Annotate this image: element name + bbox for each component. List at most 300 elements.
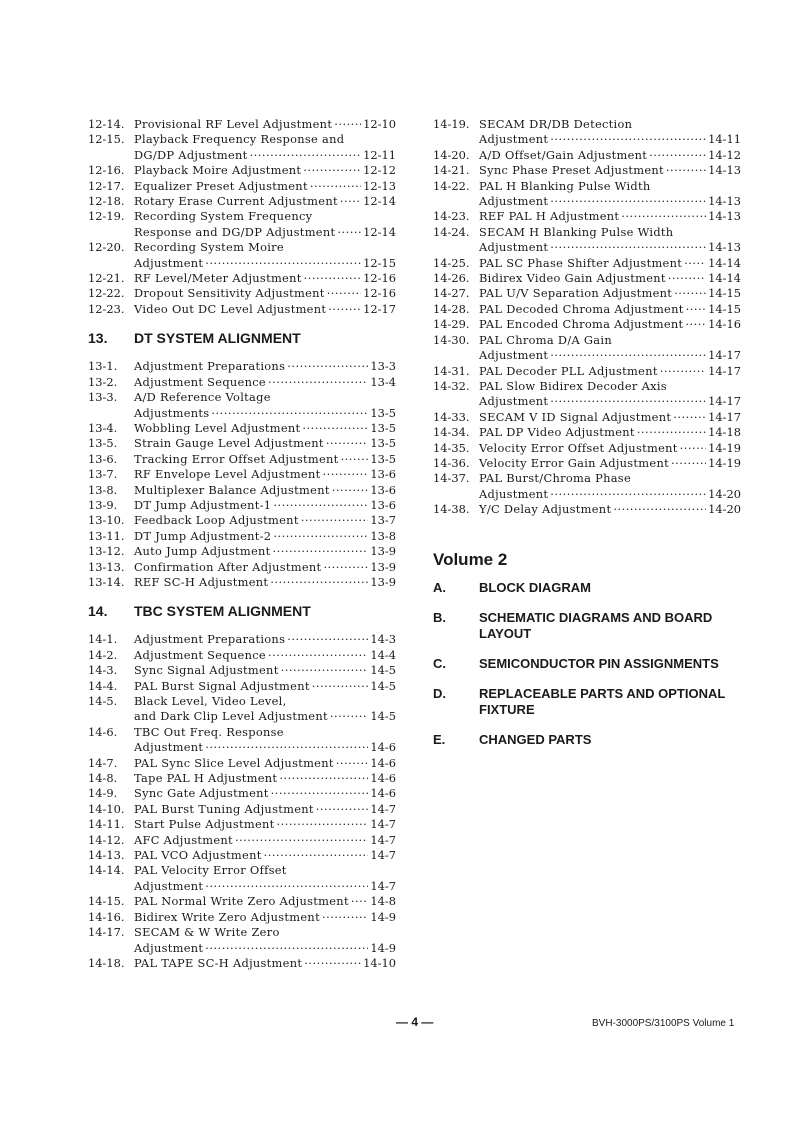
- toc-entry: [88, 529, 396, 544]
- section-heading: [88, 330, 396, 346]
- toc-entry-line: [88, 467, 396, 482]
- toc-entry-number: 12-22.: [88, 286, 125, 301]
- dot-leader: [302, 421, 368, 436]
- toc-entry-page: 13-5: [370, 436, 396, 451]
- part-letter: B.: [433, 609, 446, 625]
- toc-entry-line: [88, 163, 396, 178]
- toc-entry-number: 14-4.: [88, 678, 118, 693]
- toc-entry-line: [433, 179, 741, 194]
- toc-entry-line: [88, 648, 396, 663]
- toc-entry-number: 14-21.: [433, 163, 470, 178]
- toc-entry-title: PAL U/V Separation Adjustment: [479, 286, 673, 301]
- toc-entry-page: 14-13: [708, 209, 741, 224]
- toc-entry-line: [433, 394, 741, 409]
- toc-entry-line: [88, 286, 396, 301]
- toc-entry-number: 12-21.: [88, 271, 125, 286]
- part-title: [479, 580, 591, 596]
- toc-entry-number: 14-2.: [88, 647, 118, 662]
- toc-entry-number: 14-15.: [88, 894, 125, 909]
- toc-entry-line: [88, 359, 396, 374]
- toc-entry-line: [433, 225, 741, 240]
- part-title: [479, 732, 591, 748]
- toc-entry-title: Tracking Error Offset Adjustment: [134, 451, 339, 466]
- toc-entry-page: 13-5: [370, 405, 396, 420]
- toc-entry-title: PAL Decoded Chroma Adjustment: [479, 301, 684, 316]
- dot-leader: [351, 894, 369, 909]
- toc-entry-number: 14-26.: [433, 271, 470, 286]
- toc-entry-number: [433, 132, 479, 147]
- toc-entry-title: Adjustment Preparations: [134, 632, 286, 647]
- dot-leader: [277, 817, 369, 832]
- toc-entry: [88, 817, 396, 832]
- dot-leader: [312, 679, 369, 694]
- toc-entry: [433, 209, 741, 224]
- dot-leader: [301, 513, 369, 528]
- toc-entry-page: 14-16: [708, 317, 741, 332]
- toc-entry-line: [88, 786, 396, 801]
- part-title-line: SEMICONDUCTOR PIN ASSIGNMENTS: [479, 655, 719, 671]
- dot-leader: [273, 544, 369, 559]
- toc-entry-line: [433, 256, 741, 271]
- page-number: — 4 —: [396, 1015, 434, 1029]
- toc-entry-title: Provisional RF Level Adjustment: [134, 117, 333, 131]
- toc-entry-page: 14-3: [370, 632, 396, 647]
- toc-entry-page: 14-17: [708, 348, 741, 363]
- dot-leader: [550, 240, 706, 255]
- toc-entry-number: [433, 240, 479, 255]
- toc-entry: [88, 679, 396, 694]
- toc-entry-line: [433, 132, 741, 147]
- toc-entry-number: 14-13.: [88, 848, 125, 863]
- toc-entry-title: Confirmation After Adjustment: [134, 559, 322, 574]
- toc-entry-line: [88, 513, 396, 528]
- toc-entry-page: 14-14: [708, 255, 741, 270]
- toc-entry: [88, 632, 396, 647]
- toc-entry-line: [88, 483, 396, 498]
- toc-entry: [88, 117, 396, 132]
- toc-entry: [88, 467, 396, 482]
- toc-entry-number: [88, 148, 134, 163]
- dot-leader: [328, 302, 361, 317]
- toc-entry-title: Sync Phase Preset Adjustment: [479, 163, 664, 178]
- toc-entry-title: Recording System Moire: [134, 240, 284, 255]
- toc-entry-line: [88, 498, 396, 513]
- dot-leader: [649, 148, 706, 163]
- toc-entry-page: 14-6: [370, 740, 396, 755]
- dot-leader: [279, 771, 368, 786]
- toc-entry-page: 14-6: [370, 771, 396, 786]
- toc-entry-line: [433, 502, 741, 517]
- toc-entry: [88, 286, 396, 301]
- toc-entry-title: PAL DP Video Adjustment: [479, 425, 635, 440]
- toc-entry: [433, 117, 741, 148]
- toc-entry-title: SECAM & W Write Zero: [134, 925, 280, 940]
- toc-entry-number: 14-29.: [433, 317, 470, 332]
- toc-entry-number: 13-11.: [88, 528, 125, 543]
- toc-entry-page: 14-9: [370, 909, 396, 924]
- toc-entry-page: 12-11: [363, 147, 396, 162]
- toc-entry-number: 14-9.: [88, 786, 118, 801]
- toc-entry-page: 13-8: [370, 528, 396, 543]
- toc-entry-line: [88, 833, 396, 848]
- toc-entry-line: [88, 240, 396, 255]
- part-title: [479, 686, 725, 718]
- toc-entry-title: Wobbling Level Adjustment: [134, 420, 301, 435]
- toc-entry: [433, 148, 741, 163]
- toc-entry-line: [88, 529, 396, 544]
- toc-entry-page: 13-6: [370, 497, 396, 512]
- volume-2-heading: Volume 2: [433, 549, 508, 569]
- toc-entry-page: 14-14: [708, 271, 741, 286]
- dot-leader: [211, 406, 368, 421]
- toc-entry-line: [88, 390, 396, 405]
- toc-entry: [88, 302, 396, 317]
- toc-entry-title: A/D Offset/Gain Adjustment: [479, 147, 648, 162]
- toc-entry-number: [88, 879, 134, 894]
- toc-entry-page: 13-3: [370, 359, 396, 374]
- toc-entry-number: 14-28.: [433, 301, 470, 316]
- toc-entry-title: Black Level, Video Level,: [134, 694, 287, 708]
- toc-entry-line: [88, 452, 396, 467]
- toc-entry-number: 12-23.: [88, 301, 125, 316]
- dot-leader: [686, 302, 707, 317]
- dot-leader: [673, 410, 706, 425]
- toc-entry: [88, 544, 396, 559]
- toc-entry-title: Bidirex Write Zero Adjustment: [134, 909, 320, 924]
- toc-entry-line: [433, 317, 741, 332]
- dot-leader: [264, 848, 369, 863]
- toc-entry-title: REF SC-H Adjustment: [134, 574, 269, 589]
- toc-entry-number: 14-24.: [433, 224, 470, 239]
- toc-entry-line: [433, 379, 741, 394]
- toc-entry-title: PAL Burst/Chroma Phase: [479, 471, 631, 486]
- dot-leader: [337, 225, 361, 240]
- toc-entry: [88, 910, 396, 925]
- toc-entry-page: 12-12: [363, 163, 396, 178]
- toc-entry-title: PAL TAPE SC-H Adjustment: [134, 955, 303, 970]
- toc-entry-page: 14-13: [708, 163, 741, 178]
- part-title-line: SCHEMATIC DIAGRAMS AND BOARD: [479, 609, 713, 625]
- toc-entry-line: [433, 148, 741, 163]
- dot-leader: [323, 467, 369, 482]
- toc-entry-page: 12-13: [363, 178, 396, 193]
- dot-leader: [671, 456, 706, 471]
- toc-entry: [88, 271, 396, 286]
- toc-entry-title: SECAM H Blanking Pulse Width: [479, 224, 674, 239]
- part-title-line: FIXTURE: [479, 701, 535, 717]
- toc-entry: [88, 648, 396, 663]
- toc-entry-page: 14-13: [708, 240, 741, 255]
- toc-entry-number: 14-11.: [88, 817, 125, 832]
- dot-leader: [550, 132, 706, 147]
- toc-entry-title: Bidirex Video Gain Adjustment: [479, 271, 666, 286]
- toc-entry-page: 14-15: [708, 301, 741, 316]
- toc-entry-number: 14-12.: [88, 832, 125, 847]
- toc-entry-title: PAL VCO Adjustment: [134, 848, 262, 863]
- toc-entry-title: Adjustment Sequence: [134, 647, 266, 662]
- toc-entry-page: 13-5: [370, 420, 396, 435]
- toc-entry-line: [88, 421, 396, 436]
- toc-entry: [88, 833, 396, 848]
- toc-entry-title: PAL Burst Signal Adjustment: [134, 678, 310, 693]
- section-heading: [88, 603, 396, 619]
- toc-entry-number: 13-14.: [88, 574, 125, 589]
- toc-entry-line: [433, 209, 741, 224]
- toc-entry-line: [88, 941, 396, 956]
- dot-leader: [327, 286, 361, 301]
- toc-entry-line: [88, 802, 396, 817]
- toc-entry-title: SECAM DR/DB Detection: [479, 117, 633, 131]
- toc-entry: [88, 452, 396, 467]
- toc-entry-line: [88, 148, 396, 163]
- toc-entry-number: 14-8.: [88, 771, 118, 786]
- toc-entry-number: [88, 740, 134, 755]
- toc-entry: [433, 502, 741, 517]
- dot-leader: [684, 256, 706, 271]
- dot-leader: [268, 375, 368, 390]
- footer-model-volume: BVH-3000PS/3100PS Volume 1: [592, 1018, 735, 1029]
- toc-entry: [88, 163, 396, 178]
- toc-entry-title: TBC Out Freq. Response: [134, 724, 284, 739]
- toc-entry-page: 12-10: [363, 117, 396, 131]
- toc-entry-page: 14-12: [708, 147, 741, 162]
- toc-entry-page: 14-4: [370, 647, 396, 662]
- dot-leader: [621, 209, 706, 224]
- toc-entry: [433, 410, 741, 425]
- toc-entry-line: [88, 756, 396, 771]
- toc-entry: [88, 209, 396, 240]
- toc-entry-page: 14-17: [708, 394, 741, 409]
- toc-entry-number: 14-32.: [433, 378, 470, 393]
- toc-entry: [88, 375, 396, 390]
- toc-entry-title: DT Jump Adjustment-1: [134, 497, 272, 512]
- toc-entry-number: 13-6.: [88, 451, 118, 466]
- toc-entry-title: DT Jump Adjustment-2: [134, 528, 272, 543]
- dot-leader: [273, 498, 368, 513]
- toc-entry-title: Adjustment: [479, 394, 549, 409]
- toc-entry-number: 14-17.: [88, 925, 125, 940]
- toc-entry-number: [88, 406, 134, 421]
- toc-entry-title: Playback Moire Adjustment: [134, 163, 302, 178]
- dot-leader: [332, 483, 369, 498]
- toc-entry: [88, 663, 396, 678]
- toc-entry: [433, 364, 741, 379]
- toc-entry-line: [88, 375, 396, 390]
- toc-entry-number: 13-5.: [88, 436, 118, 451]
- toc-entry-title: AFC Adjustment: [134, 832, 233, 847]
- toc-entry-line: [88, 575, 396, 590]
- section-number: 14.: [88, 603, 108, 620]
- toc-entry-line: [88, 271, 396, 286]
- toc-entry-number: 14-7.: [88, 755, 118, 770]
- toc-entry-page: 14-19: [708, 440, 741, 455]
- toc-entry-title: PAL Chroma D/A Gain: [479, 332, 612, 347]
- toc-entry-page: 14-5: [370, 678, 396, 693]
- toc-entry-line: [433, 456, 741, 471]
- toc-entry-number: 12-17.: [88, 178, 125, 193]
- toc-entry-number: 14-38.: [433, 502, 470, 517]
- toc-entry-number: 12-14.: [88, 117, 125, 131]
- toc-entry: [88, 194, 396, 209]
- toc-entry-page: 14-7: [370, 878, 396, 893]
- dot-leader: [336, 756, 369, 771]
- toc-entry: [88, 179, 396, 194]
- toc-entry-page: 13-9: [370, 559, 396, 574]
- toc-left-column: [88, 117, 396, 971]
- part-title-line: CHANGED PARTS: [479, 731, 592, 747]
- toc-entry-number: 13-13.: [88, 559, 125, 574]
- dot-leader: [205, 879, 368, 894]
- dot-leader: [273, 529, 368, 544]
- toc-entry-line: [88, 117, 396, 132]
- toc-entry-number: [433, 194, 479, 209]
- toc-entry-page: 12-16: [363, 286, 396, 301]
- toc-entry: [433, 302, 741, 317]
- toc-entry-line: [88, 225, 396, 240]
- toc-entry-number: [88, 225, 134, 240]
- toc-entry-number: 14-18.: [88, 955, 125, 970]
- toc-entry-line: [88, 879, 396, 894]
- toc-entry-title: Video Out DC Level Adjustment: [134, 301, 327, 316]
- toc-entry-page: 14-5: [370, 709, 396, 724]
- toc-entry-line: [88, 771, 396, 786]
- section-number: 13.: [88, 330, 108, 347]
- toc-entry-line: [88, 709, 396, 724]
- dot-leader: [304, 956, 361, 971]
- toc-entry-title: and Dark Clip Level Adjustment: [134, 709, 328, 724]
- toc-entry-title: Adjustment: [134, 878, 204, 893]
- toc-entry-number: [433, 487, 479, 502]
- toc-entry-line: [433, 240, 741, 255]
- dot-leader: [316, 802, 369, 817]
- toc-entry-line: [88, 848, 396, 863]
- toc-entry-line: [88, 679, 396, 694]
- toc-entry-line: [88, 560, 396, 575]
- toc-entry: [88, 240, 396, 271]
- toc-entry-title: PAL Sync Slice Level Adjustment: [134, 755, 334, 770]
- toc-entry: [88, 725, 396, 756]
- toc-entry-page: 14-20: [708, 502, 741, 517]
- toc-entry-number: [433, 348, 479, 363]
- toc-entry-number: 13-8.: [88, 482, 118, 497]
- toc-entry-number: 12-15.: [88, 132, 125, 147]
- toc-entry-page: 14-13: [708, 194, 741, 209]
- toc-entry: [88, 925, 396, 956]
- toc-entry-line: [88, 956, 396, 971]
- toc-entry-line: [88, 894, 396, 909]
- toc-entry-number: [88, 941, 134, 956]
- toc-entry: [433, 179, 741, 210]
- toc-entry-number: 14-31.: [433, 363, 470, 378]
- toc-entry-number: 13-4.: [88, 420, 118, 435]
- dot-leader: [268, 648, 368, 663]
- toc-entry-page: 14-11: [708, 132, 741, 147]
- toc-entry-page: 13-7: [370, 513, 396, 528]
- toc-entry: [433, 317, 741, 332]
- toc-entry-number: 14-23.: [433, 209, 470, 224]
- dot-leader: [550, 487, 706, 502]
- dot-leader: [281, 663, 369, 678]
- toc-entry-number: 12-19.: [88, 209, 125, 224]
- toc-entry-number: 14-20.: [433, 147, 470, 162]
- toc-entry-page: 14-15: [708, 286, 741, 301]
- toc-entry: [88, 756, 396, 771]
- toc-entry-number: [433, 394, 479, 409]
- dot-leader: [287, 359, 368, 374]
- toc-entry: [433, 425, 741, 440]
- toc-entry-title: RF Level/Meter Adjustment: [134, 271, 302, 286]
- dot-leader: [680, 441, 707, 456]
- toc-entry-line: [433, 441, 741, 456]
- toc-entry-number: 14-35.: [433, 440, 470, 455]
- toc-entry-page: 14-7: [370, 801, 396, 816]
- dot-leader: [550, 194, 706, 209]
- toc-entry-line: [88, 910, 396, 925]
- dot-leader: [685, 317, 706, 332]
- dot-leader: [341, 452, 369, 467]
- dot-leader: [205, 256, 361, 271]
- toc-entry-page: 12-14: [363, 224, 396, 239]
- toc-entry: [88, 802, 396, 817]
- dot-leader: [613, 502, 706, 517]
- toc-entry-title: Adjustment: [479, 348, 549, 363]
- toc-entry: [88, 498, 396, 513]
- toc-entry: [433, 441, 741, 456]
- toc-entry-page: 13-4: [370, 374, 396, 389]
- toc-entry-number: [88, 256, 134, 271]
- toc-entry-title: PAL H Blanking Pulse Width: [479, 178, 651, 193]
- toc-entry-title: PAL Burst Tuning Adjustment: [134, 801, 314, 816]
- volume-2-part: [433, 732, 741, 748]
- toc-entry-title: Adjustments: [134, 405, 210, 420]
- dot-leader: [322, 910, 368, 925]
- toc-entry-line: [88, 863, 396, 878]
- toc-entry-number: 13-2.: [88, 374, 118, 389]
- toc-entry: [88, 575, 396, 590]
- toc-right-column: [433, 117, 741, 762]
- toc-entry: [433, 456, 741, 471]
- toc-entry-title: Adjustment: [479, 132, 549, 147]
- toc-entry-line: [88, 436, 396, 451]
- dot-leader: [270, 575, 368, 590]
- toc-entry-title: Velocity Error Gain Adjustment: [479, 455, 669, 470]
- toc-entry-line: [88, 817, 396, 832]
- toc-entry-page: 13-6: [370, 482, 396, 497]
- dot-leader: [250, 148, 362, 163]
- section-title: DT SYSTEM ALIGNMENT: [134, 330, 301, 347]
- toc-entry-line: [88, 302, 396, 317]
- toc-entry-title: PAL Velocity Error Offset: [134, 863, 287, 878]
- toc-entry-page: 14-7: [370, 817, 396, 832]
- part-letter: E.: [433, 731, 446, 747]
- toc-entry-page: 14-10: [363, 955, 396, 970]
- toc-entry-number: 14-16.: [88, 909, 125, 924]
- toc-entry: [88, 359, 396, 374]
- toc-entry-title: PAL Decoder PLL Adjustment: [479, 363, 658, 378]
- toc-entry-line: [433, 117, 741, 132]
- part-title-line: BLOCK DIAGRAM: [479, 579, 591, 595]
- toc-entry-title: Feedback Loop Adjustment: [134, 513, 299, 528]
- toc-entry-page: 14-7: [370, 848, 396, 863]
- toc-entry-number: 14-1.: [88, 632, 118, 647]
- toc-entry-title: Recording System Frequency: [134, 209, 313, 224]
- toc-entry-title: Adjustment Preparations: [134, 359, 286, 374]
- dot-leader: [330, 709, 369, 724]
- dot-leader: [550, 348, 706, 363]
- toc-entry-page: 13-9: [370, 574, 396, 589]
- toc-entry-page: 14-17: [708, 363, 741, 378]
- toc-entry: [433, 225, 741, 256]
